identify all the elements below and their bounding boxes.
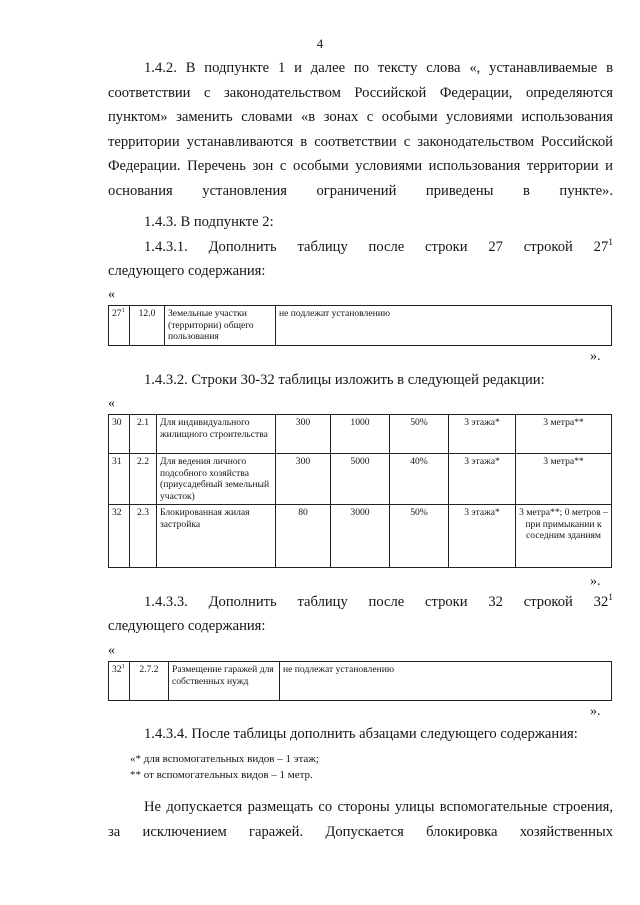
cell-indent: 3 метра**: [516, 415, 612, 454]
open-quote-3: «: [108, 643, 115, 658]
cell-max: 3000: [331, 505, 390, 568]
open-quote-2: «: [108, 396, 115, 411]
cell-code: 2.1: [130, 415, 157, 454]
cell-name: Для индивидуального жилищного строительства: [157, 415, 276, 454]
cell-min: 300: [276, 454, 331, 505]
cell-indent: 3 метра**: [516, 454, 612, 505]
cell-num: $32^1$: [109, 662, 130, 701]
table-row: [109, 454, 612, 505]
paragraph-1-4-2: 1.4.2. В подпункте 1 и далее по тексту слова «, устанавливаемые в соответствии с законодательством Российской Федерации, определяются пунктом» заменить словами «в зонах с особыми условиями использования территории устанавливаются в соответствии с законодательством Российской Федерации. Перечень зон с особыми условиями использования территории и основания установления ограничений приведены в пункте».: [108, 60, 613, 199]
paragraph-1-4-3: 1.4.3. В подпункте 2:: [144, 214, 274, 230]
paragraph-1-4-3-3: 1.4.3.3. Дополнить таблицу после строки 32 строкой $32^1$: [144, 593, 613, 610]
paragraph-1-4-3-1-cont: следующего содержания:: [108, 263, 266, 279]
table-row: [109, 415, 612, 454]
footnote-1: «* для вспомогательных видов – 1 этаж;: [130, 753, 319, 765]
cell-name: Земельные участки (территории) общего пользования: [165, 306, 276, 346]
table-row-27-1: [108, 305, 612, 346]
close-quote-2: ».: [590, 574, 601, 589]
table-rows-30-32: [108, 414, 612, 568]
table-row: [109, 662, 612, 701]
cell-num: $27^1$: [109, 306, 130, 346]
paragraph-1-4-3-2: 1.4.3.2. Строки 30-32 таблицы изложить в следующей редакции:: [144, 372, 545, 388]
cell-name: Размещение гаражей для собственных нужд: [169, 662, 280, 701]
cell-code: 12.0: [130, 306, 165, 346]
paragraph-last: Не допускается размещать со стороны улицы вспомогательные строения, за исключением гаражей. Допускается блокировка хозяйственных: [108, 799, 613, 840]
page-number: 4: [316, 36, 324, 51]
close-quote-1: ».: [590, 349, 601, 364]
paragraph-1-4-3-3-cont: следующего содержания:: [108, 618, 266, 634]
cell-value: не подлежат установлению: [280, 662, 612, 701]
open-quote-1: «: [108, 287, 115, 302]
table-row: [109, 505, 612, 568]
table-row-32-1: [108, 661, 612, 701]
table-row: [109, 306, 612, 346]
cell-code: 2.7.2: [130, 662, 169, 701]
cell-min: 300: [276, 415, 331, 454]
cell-pct: 40%: [390, 454, 449, 505]
cell-num: 32: [109, 505, 130, 568]
cell-floors: 3 этажа*: [449, 505, 516, 568]
cell-pct: 50%: [390, 415, 449, 454]
paragraph-1-4-3-4: 1.4.3.4. После таблицы дополнить абзацами следующего содержания:: [144, 726, 578, 742]
cell-min: 80: [276, 505, 331, 568]
cell-pct: 50%: [390, 505, 449, 568]
cell-name: Блокированная жилая застройка: [157, 505, 276, 568]
cell-value: не подлежат установлению: [276, 306, 612, 346]
cell-code: 2.2: [130, 454, 157, 505]
cell-indent: 3 метра**; 0 метров – при примыкании к соседним зданиям: [516, 505, 612, 568]
cell-code: 2.3: [130, 505, 157, 568]
cell-name: Для ведения личного подсобного хозяйства (приусадебный земельный участок): [157, 454, 276, 505]
cell-max: 1000: [331, 415, 390, 454]
footnote-2: ** от вспомогательных видов – 1 метр.: [130, 769, 313, 781]
cell-max: 5000: [331, 454, 390, 505]
cell-num: 30: [109, 415, 130, 454]
cell-floors: 3 этажа*: [449, 415, 516, 454]
close-quote-3: ».: [590, 704, 601, 719]
cell-floors: 3 этажа*: [449, 454, 516, 505]
cell-num: 31: [109, 454, 130, 505]
paragraph-1-4-3-1: 1.4.3.1. Дополнить таблицу после строки 27 строкой $27^1$: [144, 238, 613, 255]
